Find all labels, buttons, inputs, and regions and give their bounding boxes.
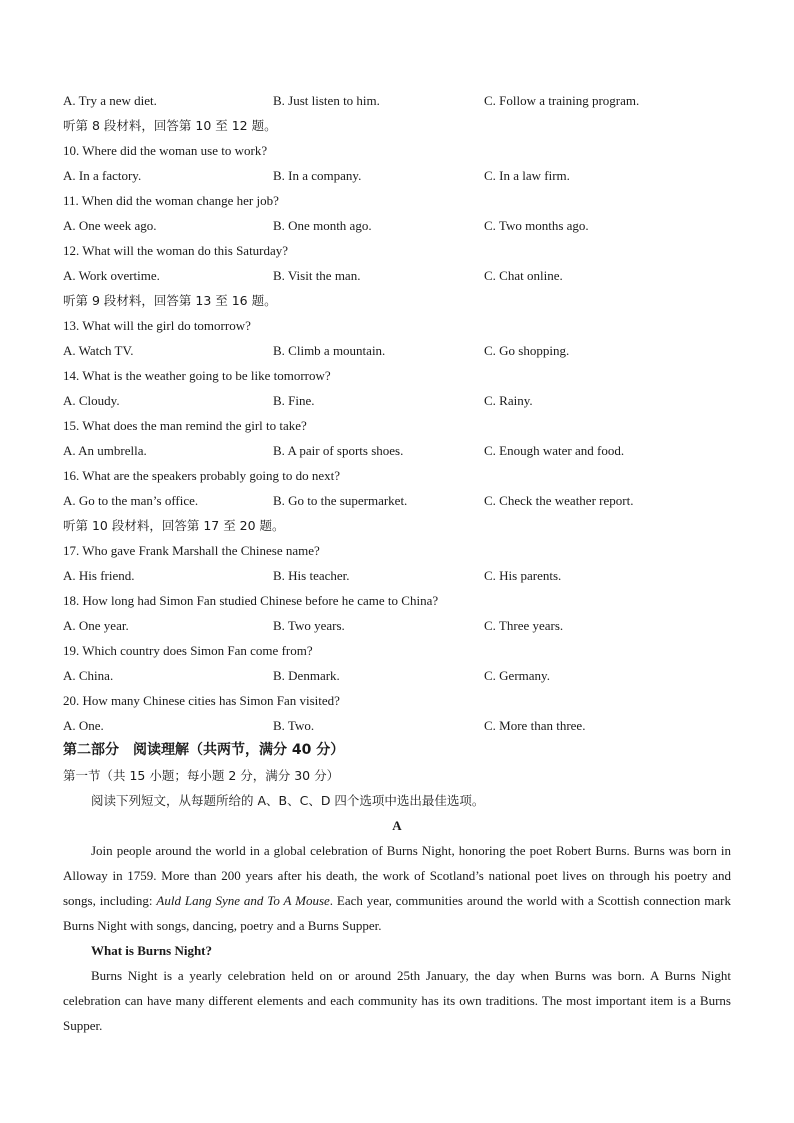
option-c: C. Chat online. xyxy=(484,268,563,283)
option-b: B. Denmark. xyxy=(273,668,340,683)
option-a: A. His friend. xyxy=(63,568,135,583)
option-a: A. One. xyxy=(63,718,104,733)
option-b: B. Go to the supermarket. xyxy=(273,493,408,508)
question-20: 20. How many Chinese cities has Simon Fan visited? xyxy=(63,693,340,708)
question-13: 13. What will the girl do tomorrow? xyxy=(63,318,251,333)
option-b: B. A pair of sports shoes. xyxy=(273,443,404,458)
option-b: B. Fine. xyxy=(273,393,315,408)
option-b: B. His teacher. xyxy=(273,568,350,583)
option-c: C. Enough water and food. xyxy=(484,443,625,458)
q15-options xyxy=(63,438,731,463)
option-a: A. China. xyxy=(63,668,114,683)
part-two-title: 第二部分 阅读理解（共两节，满分 40 分） xyxy=(63,742,345,758)
section-one-header: 第一节（共 15 小题；每小题 2 分，满分 30 分） xyxy=(63,768,340,783)
q17-options xyxy=(63,563,731,588)
option-b: B. Just listen to him. xyxy=(273,93,380,108)
paragraph-text: Join people around the world in a global celebration of Burns Night, honoring the poet Robert Burns. Burns was born in Alloway in 1759. More than 200 years after his death, the work of Scotland’s national poet lives on through his poetry and songs, including: xyxy=(63,843,731,908)
song-titles: Auld Lang Syne and To A Mouse xyxy=(156,893,330,908)
section-9-header: 听第 9 段材料，回答第 13 至 16 题。 xyxy=(63,293,277,308)
q13-options xyxy=(63,338,731,363)
reading-instruction: 阅读下列短文，从每题所给的 A、B、C、D 四个选项中选出最佳选项。 xyxy=(91,793,485,808)
question-12: 12. What will the woman do this Saturday? xyxy=(63,243,289,258)
passage-paragraph-1 xyxy=(63,838,731,938)
option-c: C. Two months ago. xyxy=(484,218,589,233)
section-10-header: 听第 10 段材料，回答第 17 至 20 题。 xyxy=(63,518,285,533)
option-a: A. One week ago. xyxy=(63,218,157,233)
option-b: B. Visit the man. xyxy=(273,268,361,283)
option-a: A. Try a new diet. xyxy=(63,93,157,108)
option-c: C. Rainy. xyxy=(484,393,533,408)
passage-subheading: What is Burns Night? xyxy=(91,943,212,958)
question-15: 15. What does the man remind the girl to take? xyxy=(63,418,307,433)
option-b: B. In a company. xyxy=(273,168,362,183)
q10-options xyxy=(63,163,731,188)
option-b: B. One month ago. xyxy=(273,218,372,233)
question-17: 17. Who gave Frank Marshall the Chinese name? xyxy=(63,543,320,558)
question-18: 18. How long had Simon Fan studied Chinese before he came to China? xyxy=(63,593,439,608)
option-a: A. Work overtime. xyxy=(63,268,160,283)
option-c: C. Germany. xyxy=(484,668,550,683)
option-a: A. Go to the man’s office. xyxy=(63,493,199,508)
option-c: C. Check the weather report. xyxy=(484,493,634,508)
question-14: 14. What is the weather going to be like tomorrow? xyxy=(63,368,331,383)
option-a: A. An umbrella. xyxy=(63,443,147,458)
q12-options xyxy=(63,263,731,288)
question-16: 16. What are the speakers probably going to do next? xyxy=(63,468,341,483)
q14-options xyxy=(63,388,731,413)
q18-options xyxy=(63,613,731,638)
q9-options xyxy=(63,88,731,113)
q19-options xyxy=(63,663,731,688)
option-c: C. Go shopping. xyxy=(484,343,570,358)
q16-options xyxy=(63,488,731,513)
option-a: A. Cloudy. xyxy=(63,393,120,408)
question-19: 19. Which country does Simon Fan come from? xyxy=(63,643,313,658)
q11-options xyxy=(63,213,731,238)
option-b: B. Climb a mountain. xyxy=(273,343,386,358)
option-c: C. His parents. xyxy=(484,568,562,583)
option-c: C. Follow a training program. xyxy=(484,93,640,108)
option-a: A. One year. xyxy=(63,618,129,633)
section-8-header: 听第 8 段材料，回答第 10 至 12 题。 xyxy=(63,118,277,133)
passage-paragraph-2: Burns Night is a yearly celebration held on or around 25th January, the day when Burns was born. A Burns Night celebration can have many different elements and each community has its own traditions. The most important item is a Burns Supper. xyxy=(63,968,731,1033)
exam-page xyxy=(63,88,731,1038)
option-b: B. Two. xyxy=(273,718,315,733)
paragraph-text: . Each year, communities around the world with a Scottish connection mark Burns Night with songs, dancing, poetry and a Burns Supper. xyxy=(63,893,731,933)
question-11: 11. When did the woman change her job? xyxy=(63,193,279,208)
q20-options xyxy=(63,713,731,738)
option-c: C. In a law firm. xyxy=(484,168,570,183)
option-a: A. In a factory. xyxy=(63,168,142,183)
option-c: C. Three years. xyxy=(484,618,564,633)
option-b: B. Two years. xyxy=(273,618,345,633)
question-10: 10. Where did the woman use to work? xyxy=(63,143,268,158)
option-a: A. Watch TV. xyxy=(63,343,134,358)
option-c: C. More than three. xyxy=(484,718,586,733)
passage-label: A xyxy=(392,818,402,833)
